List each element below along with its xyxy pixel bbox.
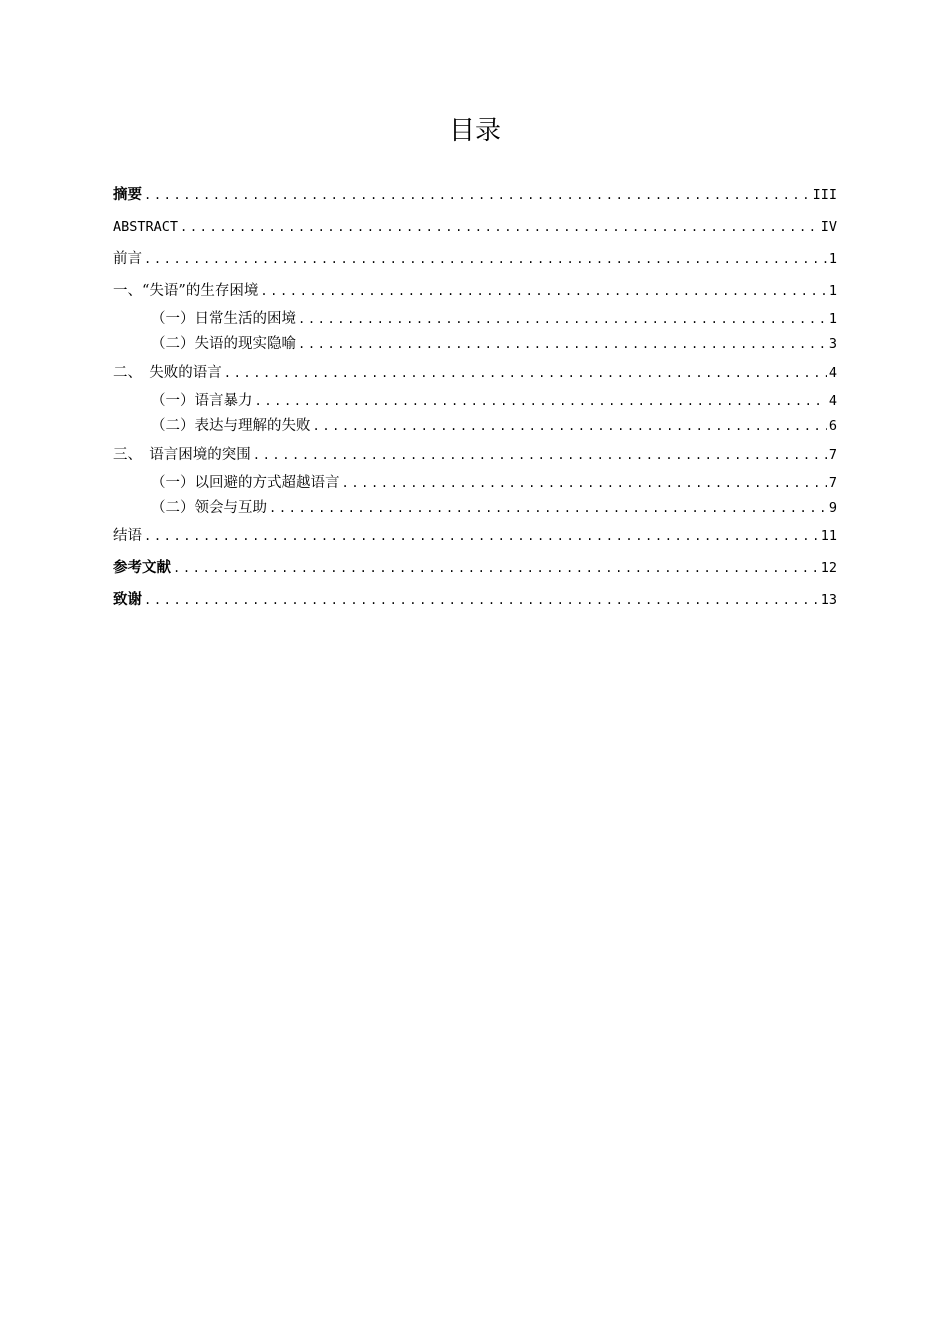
toc-entry-section-3-1[interactable]	[151, 472, 837, 494]
toc-entry-conclusion[interactable]	[113, 525, 837, 547]
toc-entry-label: 参考文献	[113, 560, 171, 576]
toc-entry-label: （二）领会与互助	[151, 500, 267, 516]
toc-entry-section-1-2[interactable]	[151, 333, 837, 355]
toc-entry-page: 6	[828, 418, 837, 434]
toc-leader-dots	[144, 184, 811, 206]
toc-entry-page: 11	[820, 528, 837, 544]
toc-entry-page: 4	[828, 365, 837, 381]
toc-entry-page: 1	[828, 311, 837, 327]
toc-leader-dots	[173, 557, 819, 579]
toc-entry-label: 摘要	[113, 187, 142, 203]
toc-entry-label: （二）表达与理解的失败	[151, 418, 311, 434]
toc-entry-abstract-cn[interactable]	[113, 184, 837, 206]
toc-entry-label: 致谢	[113, 592, 142, 608]
toc-entry-label: （一）以回避的方式超越语言	[151, 475, 340, 491]
toc-leader-dots	[144, 525, 819, 547]
toc-entry-section-3-2[interactable]	[151, 497, 837, 519]
toc-leader-dots	[180, 216, 819, 238]
toc-entry-label: ABSTRACT	[113, 219, 179, 235]
toc-leader-dots	[298, 308, 827, 330]
toc-entry-page: 7	[828, 475, 837, 491]
toc-leader-dots	[342, 472, 827, 494]
toc-entry-page: 1	[828, 251, 837, 267]
toc-entry-page: 9	[828, 500, 837, 516]
toc-leader-dots	[144, 589, 819, 611]
toc-entry-label: （二）失语的现实隐喻	[151, 336, 296, 352]
toc-leader-dots	[253, 444, 827, 466]
toc-entry-section-2-1[interactable]	[151, 390, 837, 412]
toc-entry-page: IV	[820, 219, 837, 235]
page-title: 目录	[448, 116, 501, 146]
toc-entry-section-1-1[interactable]	[151, 308, 837, 330]
toc-entry-preface[interactable]	[113, 248, 837, 270]
toc-entry-chapter-3[interactable]	[113, 444, 837, 466]
toc-entry-chapter-2[interactable]	[113, 362, 837, 384]
toc-leader-dots	[313, 415, 827, 437]
toc-entry-abstract-en[interactable]	[113, 216, 837, 238]
toc-leader-dots	[224, 362, 827, 384]
toc-entry-section-2-2[interactable]	[151, 415, 837, 437]
toc-entry-references[interactable]	[113, 557, 837, 579]
toc-entry-page: 4	[828, 393, 837, 409]
toc-entry-page: 3	[828, 336, 837, 352]
toc-entry-label: （一）日常生活的困境	[151, 311, 296, 327]
toc-entry-label: 结语	[113, 528, 142, 544]
toc-entry-label: （一）语言暴力	[151, 393, 253, 409]
toc-leader-dots	[255, 390, 827, 412]
toc-leader-dots	[298, 333, 827, 355]
toc-entry-page: 13	[820, 592, 837, 608]
toc-entry-page: III	[812, 187, 837, 203]
toc-entry-label: 一、“失语”的生存困境	[113, 283, 259, 299]
toc-leader-dots	[260, 280, 827, 302]
toc-entry-page: 12	[820, 560, 837, 576]
toc-leader-dots	[269, 497, 827, 519]
toc-entry-page: 7	[828, 447, 837, 463]
toc-entry-label: 二、 失败的语言	[113, 365, 222, 381]
toc-entry-chapter-1[interactable]	[113, 280, 837, 302]
toc-entry-label: 三、 语言困境的突围	[113, 447, 251, 463]
toc-entry-page: 1	[828, 283, 837, 299]
toc-entry-acknowledgements[interactable]	[113, 589, 837, 611]
toc-leader-dots	[144, 248, 827, 270]
toc-entry-label: 前言	[113, 251, 142, 267]
